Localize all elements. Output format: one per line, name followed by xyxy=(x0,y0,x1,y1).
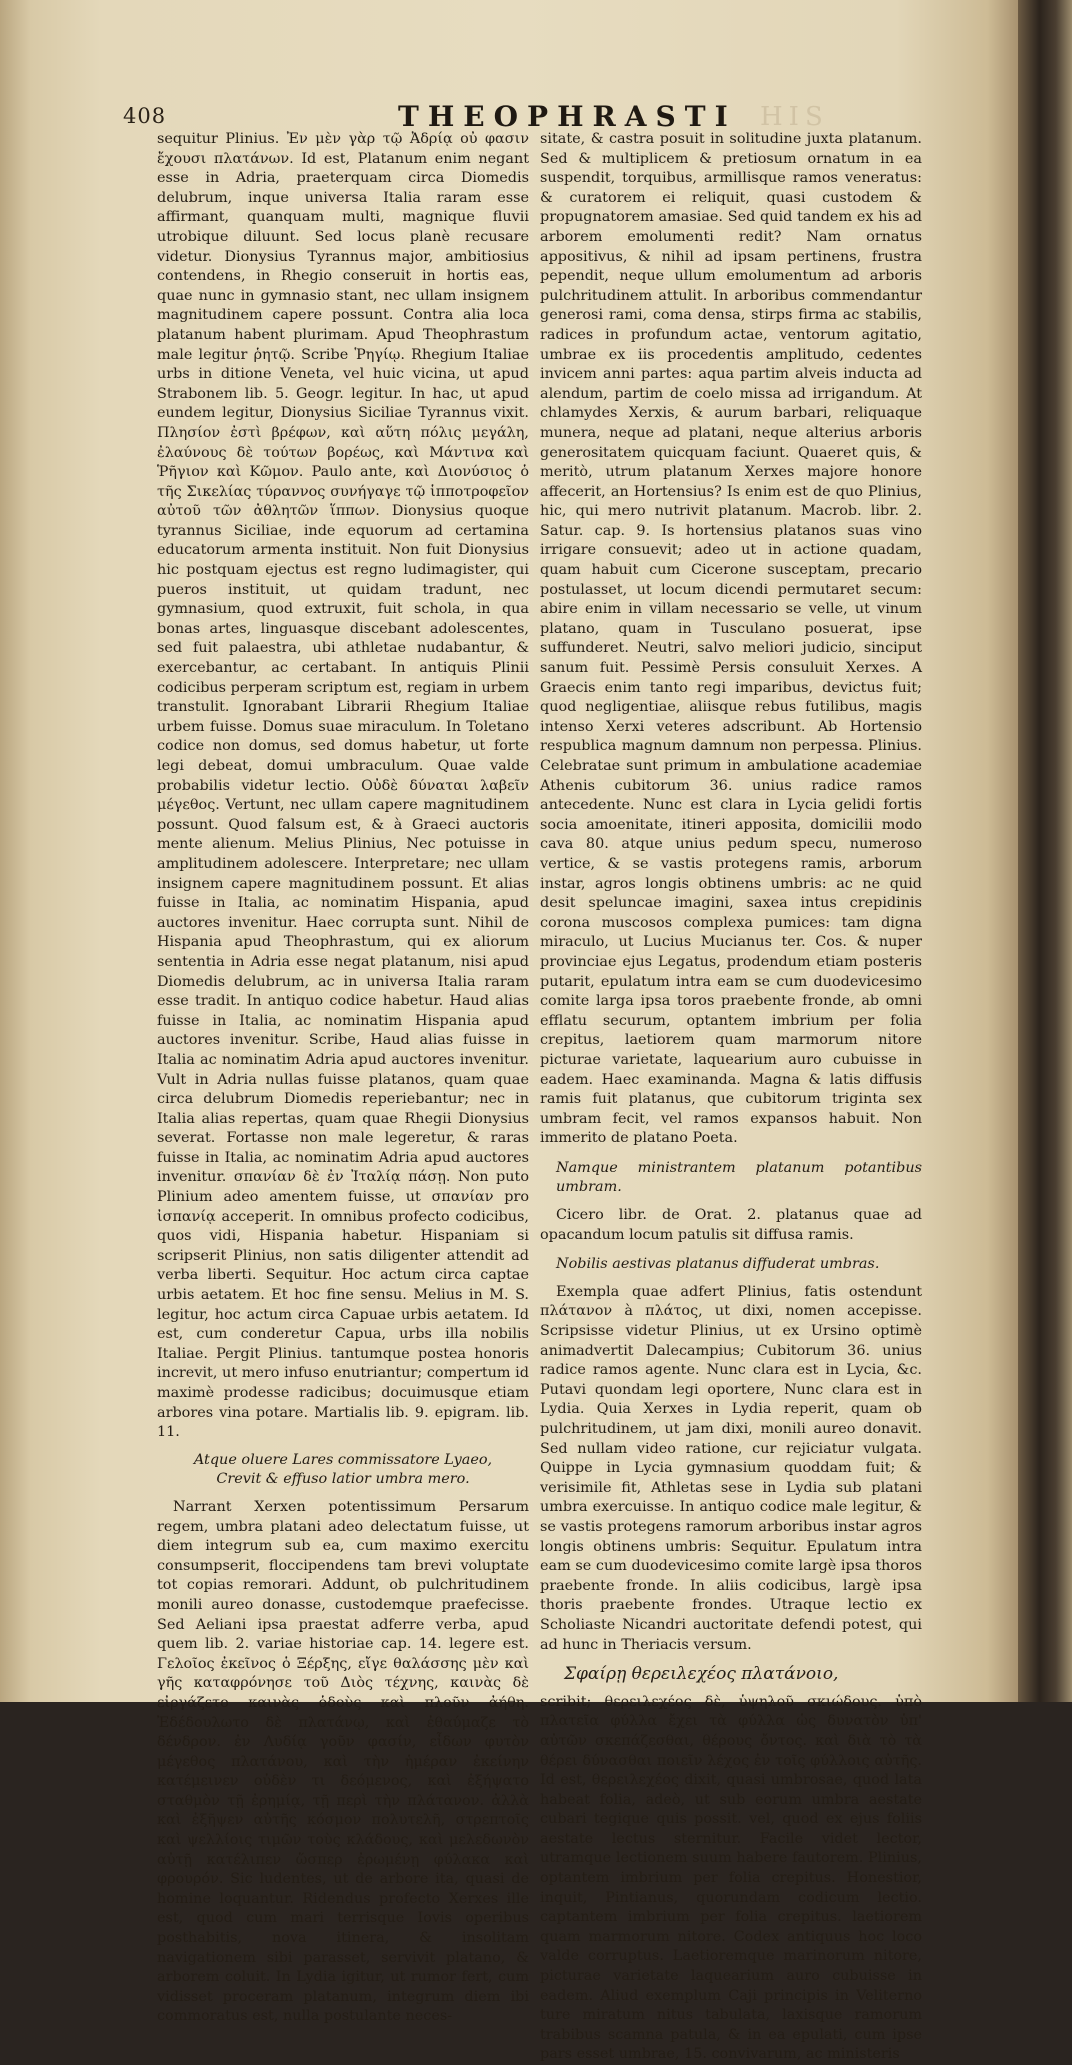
greek-verse: Σφαίρῃ θερειλεχέος πλατάνοιο, xyxy=(564,1664,839,1685)
right-paragraph-3: scribit; θερειλεχέος δὲ, ὑψηλοῦ σκιώδους. ὑπὸ πλατεῖα φύλλα ἔχει τὰ φύλλα ὡς δυνατὸν ὑπ' αὐτῶν σκεπάζεσθαι, θέρους ὄντος. καὶ διὰ τὸ τὰ θέρει δύνασθαι ποιεῖν λέχος ἐν τοῖς φύλλοις αὐτῆς. Id est, θερειλεχέος dixit, quasi umbrosae, quod lata habeat folia, adeò, ut sub eorum umbra aestate cubari tegique quis possit. vel, quod ex ejus foliis aestate lectus sternitur. Facile videt lector, utramque lectionem suum habere fautorem. Plinius, optantem imbrium per folia crepitus. Honestior, inquit, Pintianus, quorundam codicum lectio. captantem imbrium per folia crepitus. laetiorem quam marmorum nitore. Codex antiquus hoc loco valde corruptus. Laetioremque marinorum nitore, picturae varietate laquearium auro cubuisse in eadem. Aliud exemplum Caji principis in Veliterno ture miratum nitus tabulata, laxisque ramorum trabibus scamna patula, & in ea epulati, cum ipse pars esset umbrae, 15. convivarum, ac ministeris xyxy=(540,1693,922,2063)
quote-ovid: Nobilis aestivas platanus diffuderat umbras. xyxy=(556,1256,880,1273)
running-title: THEOPHRASTI xyxy=(398,100,737,133)
left-paragraph-1: sequitur Plinius. Ἐν μὲν γὰρ τῷ Ἀδρίᾳ οὐ φασιν ἔχουσι πλατάνων. Id est, Platanum enim negant esse in Adria, praeterquam circa Diomedis delubrum, inque universa Italia raram esse affirmant, quanquam multi, magnique fluvii utrobique diluunt. Sed locus planè recusare videtur. Dionysius Tyrannus major, ambitiosius contendens, in Rhegio conseruit in hortis eas, quae nunc in gymnasio stant, nec ullam insignem magnitudinem capere possunt. Contra alia loca platanum habent plurimam. Apud Theophrastum male legitur ῥητῷ. Scribe Ῥηγίῳ. Rhegium Italiae urbs in ditione Veneta, vel huic vicina, ut apud Strabonem lib. 5. Geogr. legitur. In hac, ut apud eundem legitur, Dionysius Siciliae Tyrannus vixit. Πλησίον ἐστὶ βρέφων, καὶ αὕτη πόλις μεγάλη, ἐλαύνους δὲ τούτων βορέως, καὶ Μάντινα καὶ Ῥῆγιον καὶ Κῶμον. Paulo ante, καὶ Διονύσιος ὁ τῆς Σικελίας τύραννος συνήγαγε τῷ ἱπποτροφεῖον αὐτοῦ τῶν ἀθλητῶν ἵππων. Dionysius quoque tyrannus Siciliae, inde equorum ad certamina educatorum armenta instituit. Non fuit Dionysius hic postquam ejectus est regno ludimagister, qui pueros instituit, ut quidam tradunt, nec gymnasium, quod extruxit, fuit schola, in qua bonas artes, linguasque discebant adolescentes, sed fuit palaestra, ubi athletae nudabantur, & exercebantur, ac certabant. In antiquis Plinii codicibus perperam scriptum est, regiam in urbem transtulit. Ignorabant Librarii Rhegium Italiae urbem fuisse. Domus suae miraculum. In Toletano codice non domus, sed domus habetur, ut forte legi debeat, domui umbraculum. Quae valde probabilis videtur lectio. Οὐδὲ δύναται λαβεῖν μέγεθος. Vertunt, nec ullam capere magnitudinem possunt. Quod falsum est, & à Graeci auctoris mente alienum. Melius Plinius, Nec potuisse in amplitudinem adolescere. Interpretare; nec ullam insignem capere magnitudinem possunt. Et alias fuisse in Italia, ac nominatim Hispania, apud auctores invenitur. Haec corrupta sunt. Nihil de Hispania apud Theophrastum, qui ex aliorum sententia in Adria esse negat platanum, nisi apud Diomedis delubrum, ac in universa Italia raram esse tradit. In antiquo codice habetur. Haud alias fuisse in Italia, ac nominatim Hispania apud auctores invenitur. Scribe, Haud alias fuisse in Italia ac nominatim Adria apud auctores invenitur. Vult in Adria nullas fuisse platanos, quam quae circa delubrum Diomedis reperiebantur; nec in Italia alias repertas, quam quae Rhegii Dionysius severat. Fortasse non male legeretur, & raras fuisse in Italia, ac nominatim Adria apud auctores invenitur. σπανίαν δὲ ἐν Ἰταλίᾳ πάσῃ. Non puto Plinium adeo amentem fuisse, ut σπανίαν pro ἰσπανίᾳ acceperit. In omnibus profecto codicibus, quos vidi, Hispania habetur. Hispaniam si scripserit Plinius, non satis diligenter attendit ad verba liberti. Sequitur. Hoc actum circa captae urbis aetatem. Et hoc fine sensu. Melius in M. S. legitur, hoc actum circa Capuae urbis aetatem. Id est, cum conderetur Capua, urbs illa nobilis Italiae. Pergit Plinius. tantumque postea honoris increvit, ut mero infuso enutriantur; compertum id maximè prodesse radicibus; docuimusque etiam arbores vina potare. Martialis lib. 9. epigram. lib. 11. xyxy=(157,131,529,1441)
quote-virgil: Namque ministrantem platanum potantibus umbram. xyxy=(556,1159,922,1196)
left-paragraph-2: Narrant Xerxen potentissimum Persarum regem, umbra platani adeo delectatum fuisse, ut diem integrum sub ea, cum maximo exercitu consumpserit, floccipendens tam brevi voluptate tot copias remorari. Addunt, ob pulchritudinem monili aureo donasse, custodemque praefecisse. Sed Aeliani ipsa praestat adferre verba, apud quem lib. 2. variae historiae cap. 14. legere est. Γελοῖος ἐκεῖνος ὁ Ξέρξης, εἴγε θαλάσσης μὲν καὶ γῆς καταφρόνησε τοῦ Διὸς τέχνης, καινὰς δὲ εἰργάζετο καινὰς ὁδοὺς καὶ πλοῦν ἀήθη. Ἐδέδουλωτο δὲ πλατάνῳ, καὶ ἐθαύμαζε τὸ δένδρον. ἐν Λυδίᾳ γοῦν φασίν, εἶδων φυτὸν μέγεθος πλατάνου, καὶ τὴν ἡμέραν ἐκείνην κατέμεινεν οὐδὲν τι δεόμενος, καὶ ἐξήψατο σταθμὸν τῇ ἐρημίᾳ, τῇ περὶ τὴν πλάτανον. ἀλλὰ καὶ ἐξῆψεν αὐτῆς κόσμον πολυτελῆ, στρεπτοῖς καὶ ψελλίοις τιμῶν τοὺς κλάδους, καὶ μελεδωνὸν αὐτῇ κατέλιπεν ὥσπερ ἐρωμένῃ φύλακα καὶ φρουρόν. Sic ludentes, ut de arbore ita, quasi de homine loquantur. Ridendus profecto Xerxes ille est, quod cum mari terrisque Iovis operibus posthabitis, nova itinera, & insolitam navigationem sibi parasset, servivit platano, & arborem coluit. In Lydia igitur, ut rumor fert, cum vidisset proceram platanum, integrum diem ibi commoratus est, nulla postulante neces- xyxy=(157,1498,529,2025)
martial-verse xyxy=(157,1451,529,1490)
book-gutter xyxy=(1018,0,1072,1702)
verse-line-1: Atque oluere Lares commissatore Lyaeo, xyxy=(193,1451,493,1468)
right-paragraph-cicero: Cicero libr. de Orat. 2. platanus quae ad opacandum locum patulis sit diffusa ramis. xyxy=(540,1207,922,1243)
right-column xyxy=(540,130,922,2063)
verse-line-2: Crevit & effuso latior umbra mero. xyxy=(216,1471,470,1488)
right-paragraph-1: sitate, & castra posuit in solitudine juxta platanum. Sed & multiplicem & pretiosum ornatum in ea suspendit, torquibus, armillisque ramos veneratus: & curatorem ei reliquit, quasi custodem & propugnatorem amasiae. Sed quid tandem ex his ad arborem emolumenti redit? Nam ornatus appositivus, & nihil ad ipsam pertinens, frustra pependit, neque ullum emolumentum ad arboris pulchritudinem attulit. In arboribus commendantur generosi rami, coma densa, stirps firma ac stabilis, radices in profundum actae, ventorum agitatio, umbrae ex iis procedentis amplitudo, cedentes invicem anni partes: aqua partim alveis inducta ad alendum, partim de coelo missa ad irrigandum. At chlamydes Xerxis, & aurum barbari, reliquaque munera, neque ad platani, neque alterius arboris generositatem quicquam faciunt. Quaeret quis, & meritò, utrum platanum Xerxes majore honore affecerit, an Hortensius? Is enim est de quo Plinius, hic, qui mero nutrivit platanum. Macrob. libr. 2. Satur. cap. 9. Is hortensius platanos suas vino irrigare consuevit; adeo ut in actione quadam, quam habuit cum Cicerone susceptam, precario postulasset, ut locum dicendi permutaret secum: abire enim in villam necessario se velle, ut vinum platano, quam in Tusculano posuerat, ipse suffunderet. Neutri, salvo meliori judicio, sinciput sanum fuit. Pessimè Persis consuluit Xerxes. A Graecis enim tanto regi imparibus, devictus fuit; quod negligentiae, aliisque rebus futilibus, magis intenso Xerxi veteres adscribunt. Ab Hortensio respublica magnum damnum non perpessa. Plinius. Celebratae sunt primum in ambulatione academiae Athenis cubitorum 36. unius radice ramos antecedente. Nunc est clara in Lycia gelidi fortis socia amoenitate, itineri apposita, domicilii modo cava 80. atque unius pedum specu, numeroso vertice, & se vastis protegens ramis, arborum instar, agros longis obtinens umbris: ac ne quid desit speluncae imagini, saxea intus crepidinis corona muscosos complexa pumices: tam digna miraculo, ut Lucius Mucianus ter. Cos. & nuper provinciae ejus Legatus, prodendum etiam posteris putarit, epulatum intra eam se cum duodevicesimo comite larga ipsa toros praebente fronde, ab omni efflatu securum, optantem imbrium per folia crepitus, laetiorem quam marmorum nitore picturae varietate, laquearium auro cubuisse in eadem. Haec examinanda. Magna & latis diffusis ramis fuit platanus, que cubitorum triginta sex umbram fecit, vel ramos expansos habuit. Non immerito de platano Poeta. xyxy=(540,131,922,1147)
page-number: 408 xyxy=(123,104,167,128)
left-column xyxy=(157,130,529,2025)
page-header xyxy=(0,100,1018,132)
right-paragraph-2: Exempla quae adfert Plinius, fatis ostendunt πλάτανον à πλάτος, ut dixi, nomen accepisse. Scripsisse videtur Plinius, ut ex Ursino optimè animadvertit Dalecampius; Cubitorum 36. unius radice ramos agente. Nunc clara est in Lycia, &c. Putavi quondam legi oportere, Nunc clara est in Lydia. Quia Xerxes in Lydia reperit, quam ob pulchritudinem, ut jam dixi, monili aureo donavit. Sed nullam video ratione, cur rejiciatur vulgata. Quippe in Lycia gymnasium quoddam fuit; & verisimile fit, Athletas sese in Lydia sub platani umbra exercuisse. In antiquo codice male legitur, & se vastis protegens ramorum arboribus instar agros longis obtinens umbris: Sequitur. Epulatum intra eam se cum duodevicesimo comite largè ipsa thoros praebente fronde. In aliis codicibus, largè ipsa thoris praebente frondes. Utraque lectio ex Scholiaste Nicandri auctoritate defendi potest, qui ad hunc in Theriacis versum. xyxy=(540,1283,922,1653)
bleed-through-title: HIS xyxy=(760,102,829,132)
